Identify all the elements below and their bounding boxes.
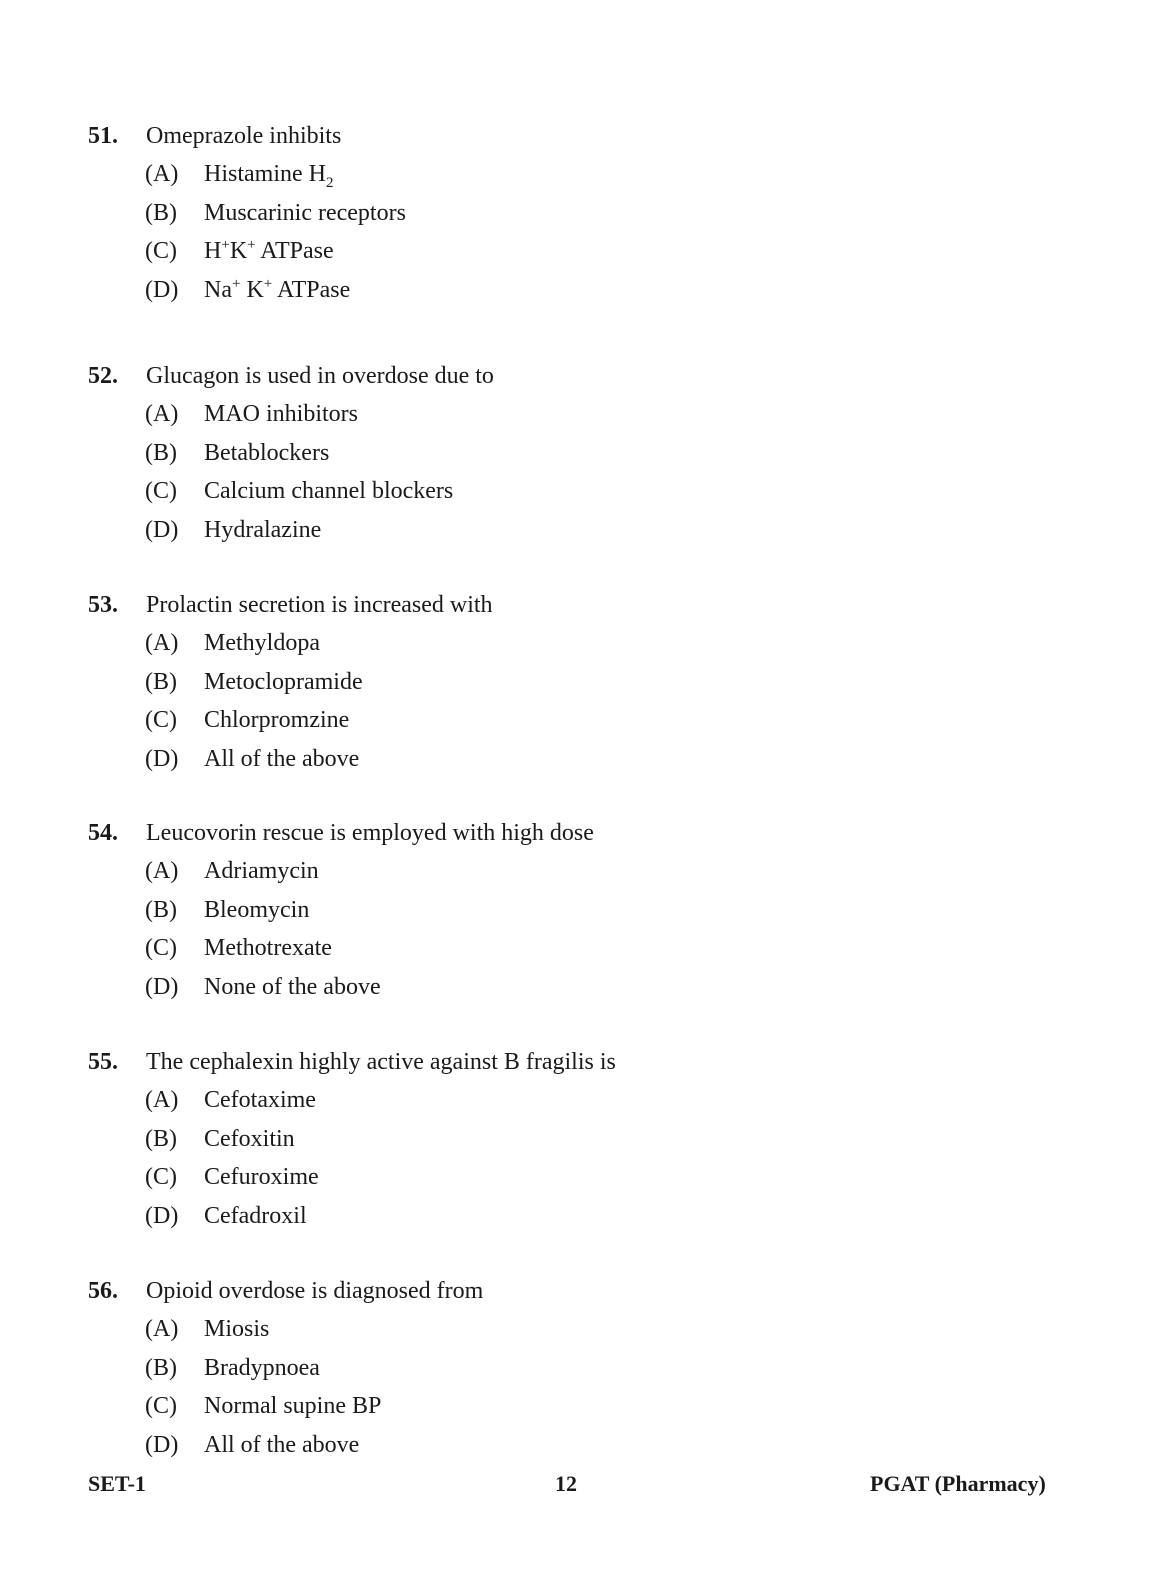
- option-label: (D): [145, 1431, 179, 1458]
- question-number: 54.: [88, 820, 118, 846]
- option-label: (B): [145, 199, 177, 226]
- footer-set-label: SET-1: [88, 1471, 146, 1496]
- question-text: Prolactin secretion is increased with: [146, 592, 493, 618]
- option-label: (C): [145, 935, 177, 961]
- option-text: Histamine $H_2$: [204, 161, 334, 191]
- option-label: (A): [145, 1316, 179, 1342]
- question-number: 56.: [88, 1278, 118, 1304]
- option-b: [88, 434, 1088, 473]
- option-label: (A): [145, 630, 179, 656]
- option-label: (C): [145, 1164, 177, 1190]
- option-a: [88, 624, 1088, 663]
- option-label: (D): [145, 745, 179, 772]
- option-c: [88, 472, 1088, 511]
- option-text: Miosis: [204, 1316, 270, 1342]
- option-d: [88, 271, 1088, 310]
- option-b: [88, 891, 1088, 930]
- option-label: (B): [145, 1354, 177, 1381]
- option-label: (C): [145, 1393, 177, 1419]
- question-number: 55.: [88, 1049, 118, 1075]
- question-number: 51.: [88, 123, 118, 149]
- question-54: [88, 814, 1088, 1006]
- option-text: Cefotaxime: [204, 1087, 316, 1113]
- option-b: [88, 663, 1088, 702]
- option-label: (C): [145, 238, 177, 264]
- option-text: MAO inhibitors: [204, 401, 359, 427]
- option-label: (C): [145, 707, 177, 733]
- option-d: [88, 511, 1088, 550]
- option-text: Cefoxitin: [204, 1125, 295, 1152]
- question-53: [88, 586, 1088, 778]
- option-d: [88, 1426, 1088, 1465]
- option-a: [88, 395, 1088, 434]
- option-c: [88, 1158, 1088, 1197]
- option-text: Calcium channel blockers: [204, 478, 454, 504]
- option-text: Hydralazine: [204, 516, 322, 543]
- option-c: [88, 929, 1088, 968]
- option-label: (A): [145, 161, 179, 187]
- option-label: (A): [145, 1087, 179, 1113]
- option-text: All of the above: [204, 1431, 360, 1458]
- option-a: [88, 155, 1088, 194]
- option-text: Methyldopa: [204, 630, 320, 656]
- option-text: Bleomycin: [204, 896, 310, 923]
- question-text: The cephalexin highly active against B fragilis is: [146, 1049, 616, 1075]
- option-d: [88, 1197, 1088, 1236]
- question-text: Leucovorin rescue is employed with high dose: [146, 820, 594, 846]
- footer-exam-title: PGAT (Pharmacy): [870, 1471, 1046, 1496]
- option-text: All of the above: [204, 745, 360, 772]
- option-label: (B): [145, 439, 177, 466]
- option-a: [88, 1310, 1088, 1349]
- option-text: Cefuroxime: [204, 1164, 319, 1190]
- option-text: Methotrexate: [204, 935, 332, 961]
- question-number: 52.: [88, 363, 118, 389]
- option-text: Metoclopramide: [204, 668, 363, 695]
- option-label: (D): [145, 973, 179, 1000]
- question-text: Opioid overdose is diagnosed from: [146, 1278, 484, 1304]
- option-text: Bradypnoea: [204, 1354, 320, 1381]
- option-label: (A): [145, 858, 179, 884]
- option-label: (A): [145, 401, 179, 427]
- footer-page-number: 12: [555, 1471, 577, 1496]
- option-text: Cefadroxil: [204, 1202, 307, 1229]
- option-text: None of the above: [204, 973, 381, 1000]
- option-b: [88, 1120, 1088, 1159]
- option-label: (D): [145, 516, 179, 543]
- question-51: [88, 117, 1088, 309]
- question-text: Glucagon is used in overdose due to: [146, 363, 494, 389]
- option-label: (B): [145, 668, 177, 695]
- option-b: [88, 1349, 1088, 1388]
- option-text: Betablockers: [204, 439, 330, 466]
- question-55: [88, 1043, 1088, 1235]
- option-b: [88, 194, 1088, 233]
- option-a: [88, 1081, 1088, 1120]
- question-56: [88, 1272, 1088, 1464]
- option-d: [88, 740, 1088, 779]
- option-text: Chlorpromzine: [204, 707, 350, 733]
- option-label: (B): [145, 896, 177, 923]
- option-c: [88, 1387, 1088, 1426]
- option-label: (D): [145, 1202, 179, 1229]
- option-label: (C): [145, 478, 177, 504]
- option-text: Normal supine BP: [204, 1393, 382, 1419]
- option-label: (D): [145, 276, 179, 303]
- question-52: [88, 357, 1088, 549]
- option-text: H+K+ ATPase: [204, 237, 334, 264]
- option-label: (B): [145, 1125, 177, 1152]
- option-text: Adriamycin: [204, 858, 319, 884]
- question-number: 53.: [88, 592, 118, 618]
- question-text: Omeprazole inhibits: [146, 123, 342, 149]
- option-text: Muscarinic receptors: [204, 199, 406, 226]
- option-c: [88, 232, 1088, 271]
- option-a: [88, 852, 1088, 891]
- option-text: Na+ K+ ATPase: [204, 275, 351, 303]
- option-d: [88, 968, 1088, 1007]
- option-c: [88, 701, 1088, 740]
